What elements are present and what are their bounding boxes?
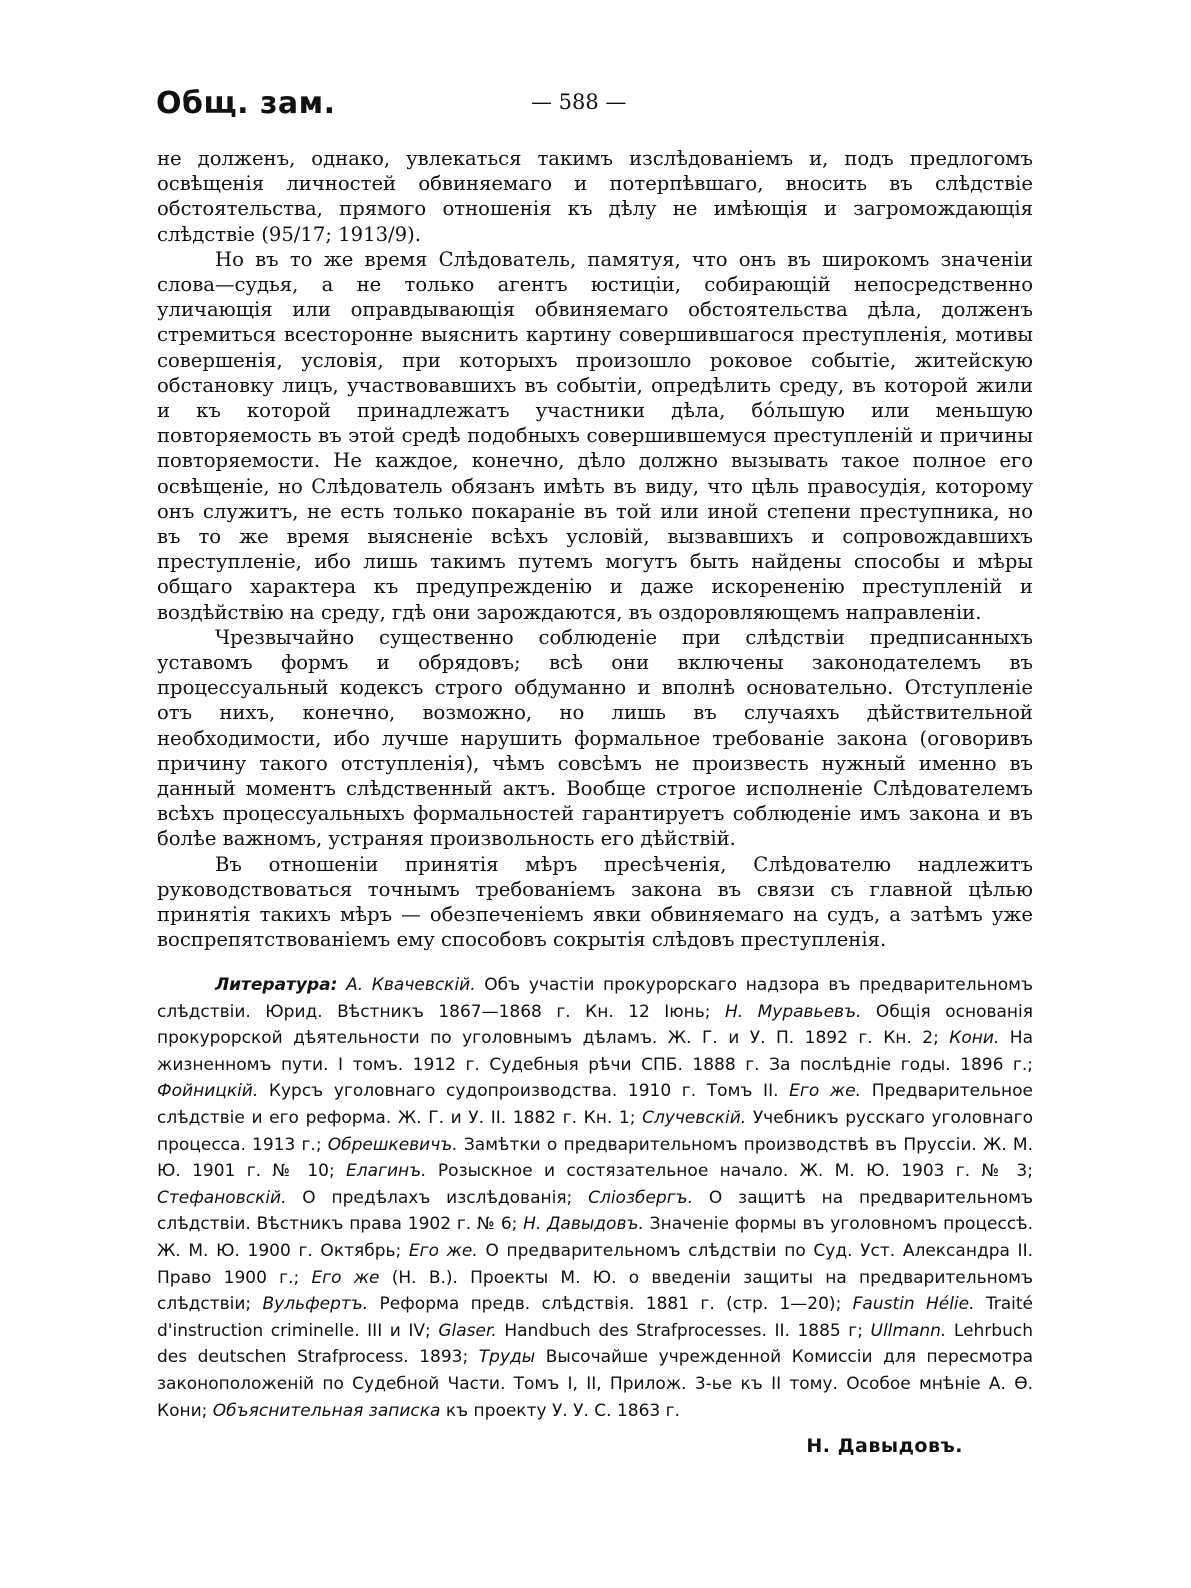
literature-citation: Предварительное слѣдствіе и его реформа. Ж. Г. и У. II. 1882 г. Кн. 1;: [157, 1081, 1033, 1128]
literature-author: Н. Давыдовъ.: [523, 1214, 644, 1235]
literature-citation: Замѣтки о предварительномъ производствѣ въ Пруссіи. Ж. М. Ю. 1901 г. № 10;: [157, 1134, 1033, 1182]
author-signature: Н. Давыдовъ.: [806, 1435, 963, 1457]
literature-author: Его же.: [789, 1081, 862, 1102]
literature-citation: Значеніе формы въ уголовномъ процессѣ. Ж. М. Ю. 1900 г. Октябрь;: [157, 1214, 1033, 1261]
literature-citation: О защитѣ на предварительномъ слѣдствіи. Вѣстникъ права 1902 г. № 6;: [157, 1187, 1033, 1235]
running-head: Общ. зам.: [156, 86, 336, 121]
paragraph-2: Но въ то же время Слѣдователь, памятуя, что онъ въ широкомъ значеніи слова—судья, а не только агентъ юстиціи, собирающій непосредственно уличающія или оправдывающія обвиняемаго обстоятельства дѣла, долженъ стремиться всесторонне выяснить картину совершившагося преступленія, мотивы совершенія, условія, при которыхъ произошло роковое событіе, житейскую обстановку лицъ, участвовавшихъ въ событіи, опредѣлить среду, въ которой жили и къ которой принадлежатъ участники дѣла, бóльшую или меньшую повторяемость въ этой средѣ подобныхъ совершившемуся преступленій и причины повторяемости. Не каждое, конечно, дѣло должно вызывать такое полное его освѣщеніе, но Слѣдователь обязанъ имѣть въ виду, что цѣль правосудія, которому онъ служитъ, не есть только покараніе въ той или иной степени преступника, но въ то же время выясненіе всѣхъ условій, вызвавшихъ и сопровождавшихъ преступленіе, ибо лишь такимъ путемъ могутъ быть найдены способы и мѣры общаго характера къ предупрежденію и даже искорененію преступленій и воздѣйствію на среду, гдѣ они зарождаются, въ оздоровляющемъ направленіи.: [157, 247, 1033, 624]
literature-author: Его же: [311, 1267, 380, 1288]
literature-author: Его же.: [408, 1240, 478, 1261]
literature-author: Н. Муравьевъ.: [724, 1001, 862, 1022]
literature-citation: Розыскное и состязательное начало. Ж. М. Ю. 1903 г. № 3;: [426, 1161, 1033, 1182]
literature-author: Сліозбергъ.: [588, 1187, 694, 1208]
literature-citation: Lehrbuch des deutschen Strafprocess. 1893;: [157, 1320, 1033, 1368]
paragraph-4: Въ отношеніи принятія мѣръ пресѣченія, Слѣдователю надлежитъ руководствоваться точнымъ требованіемъ закона въ связи съ главной цѣлью принятія такихъ мѣръ — обезпеченіемъ явки обвиняемаго на судъ, а затѣмъ уже воспрепятствованіемъ ему способовъ сокрытія слѣдовъ преступленія.: [157, 852, 1033, 952]
literature-author: А. Квачевскій.: [346, 975, 476, 995]
literature-author: Труды: [478, 1347, 536, 1368]
paragraph-3: Чрезвычайно существенно соблюденіе при слѣдствіи предписанныхъ уставомъ формъ и обрядовъ; всѣ они включены законодателемъ въ процессуальный кодексъ строго обдуманно и вполнѣ основательно. Отступленіе отъ нихъ, конечно, возможно, но лишь въ случаяхъ дѣйствительной необходимости, ибо лучше нарушить формальное требованіе закона (оговоривъ причину такого отступленія), чѣмъ совсѣмъ не произвесть нужный именно въ данный моментъ слѣдственный актъ. Вообще строгое исполненіе Слѣдователемъ всѣхъ процессуальныхъ формальностей гарантируетъ соблюденіе имъ закона и въ болѣе важномъ, устраняя произвольность его дѣйствій.: [157, 625, 1033, 851]
paragraph-1: не долженъ, однако, увлекаться такимъ изслѣдованіемъ и, подъ предлогомъ освѣщенія личностей обвиняемаго и потерпѣвшаго, вносить въ слѣдствіе обстоятельства, прямого отношенія къ дѣлу не имѣющія и загромождающія слѣдствіе (95/17; 1913/9).: [157, 147, 1033, 246]
literature-author: Фойницкій.: [157, 1081, 259, 1102]
literature-author: Объяснительная записка: [212, 1400, 441, 1421]
literature-author: Стефановскій.: [157, 1187, 287, 1208]
literature-citation: О предварительномъ слѣдствіи по Суд. Уст. Александра II. Право 1900 г.;: [157, 1240, 1033, 1288]
literature-author: Вульфертъ.: [262, 1294, 369, 1315]
literature-citation: Реформа предв. слѣдствія. 1881 г. (стр. 1—20);: [368, 1294, 853, 1315]
literature-author: Glaser.: [438, 1320, 497, 1341]
literature-author: Елагинъ.: [346, 1161, 427, 1182]
literature-citation: Объ участіи прокурорскаго надзора въ предварительномъ слѣдствіи. Юрид. Вѣстникъ 1867—1868 г. Кн. 12 Іюнь;: [157, 975, 1033, 1022]
literature-citation: къ проекту У. У. С. 1863 г.: [440, 1400, 680, 1421]
literature-citation: Handbuch des Strafprocesses. II. 1885 г;: [496, 1320, 871, 1341]
literature-author: Faustin Hélie.: [852, 1294, 975, 1315]
literature-citation: Курсъ уголовнаго судопроизводства. 1910 г. Томъ II.: [258, 1081, 790, 1102]
literature-citation: Общія основанія прокурорской дѣятельности по уголовнымъ дѣламъ. Ж. Г. и У. П. 1892 г. Кн. 2;: [157, 1001, 1033, 1049]
literature-citation: Traité d'instruction criminelle. III и IV;: [157, 1294, 1034, 1341]
literature-author: Ullmann.: [870, 1320, 947, 1341]
literature-section: [157, 972, 1033, 1424]
literature-citation: Высочайше учрежденной Комиссіи для пересмотра законоположеній по Судебной Части. Томъ I, II, Прилож. 3-ье къ II тому. Особое мнѣніе А. Ѳ. Кони;: [157, 1347, 1033, 1421]
literature-citation: Учебникъ русскаго уголовнаго процесса. 1913 г.;: [157, 1107, 1033, 1155]
literature-paragraph: [157, 972, 1033, 1424]
literature-citation: На жизненномъ пути. I томъ. 1912 г. Судебныя рѣчи СПБ. 1888 г. За послѣдніе годы. 1896 г.;: [157, 1028, 1034, 1075]
literature-author: Случевскій.: [642, 1107, 747, 1128]
literature-author: Кони.: [949, 1028, 1000, 1049]
literature-citation: О предѣлахъ изслѣдованія;: [286, 1187, 589, 1208]
page-header: [156, 86, 1036, 136]
literature-author: Обрешкевичъ.: [327, 1134, 458, 1155]
literature-heading: Литература:: [215, 975, 338, 995]
main-text: [157, 146, 1033, 953]
page-number: — 588 —: [531, 90, 627, 114]
literature-citation: (Н. В.). Проекты М. Ю. о введеніи защиты на предварительномъ слѣдствіи;: [157, 1267, 1033, 1315]
